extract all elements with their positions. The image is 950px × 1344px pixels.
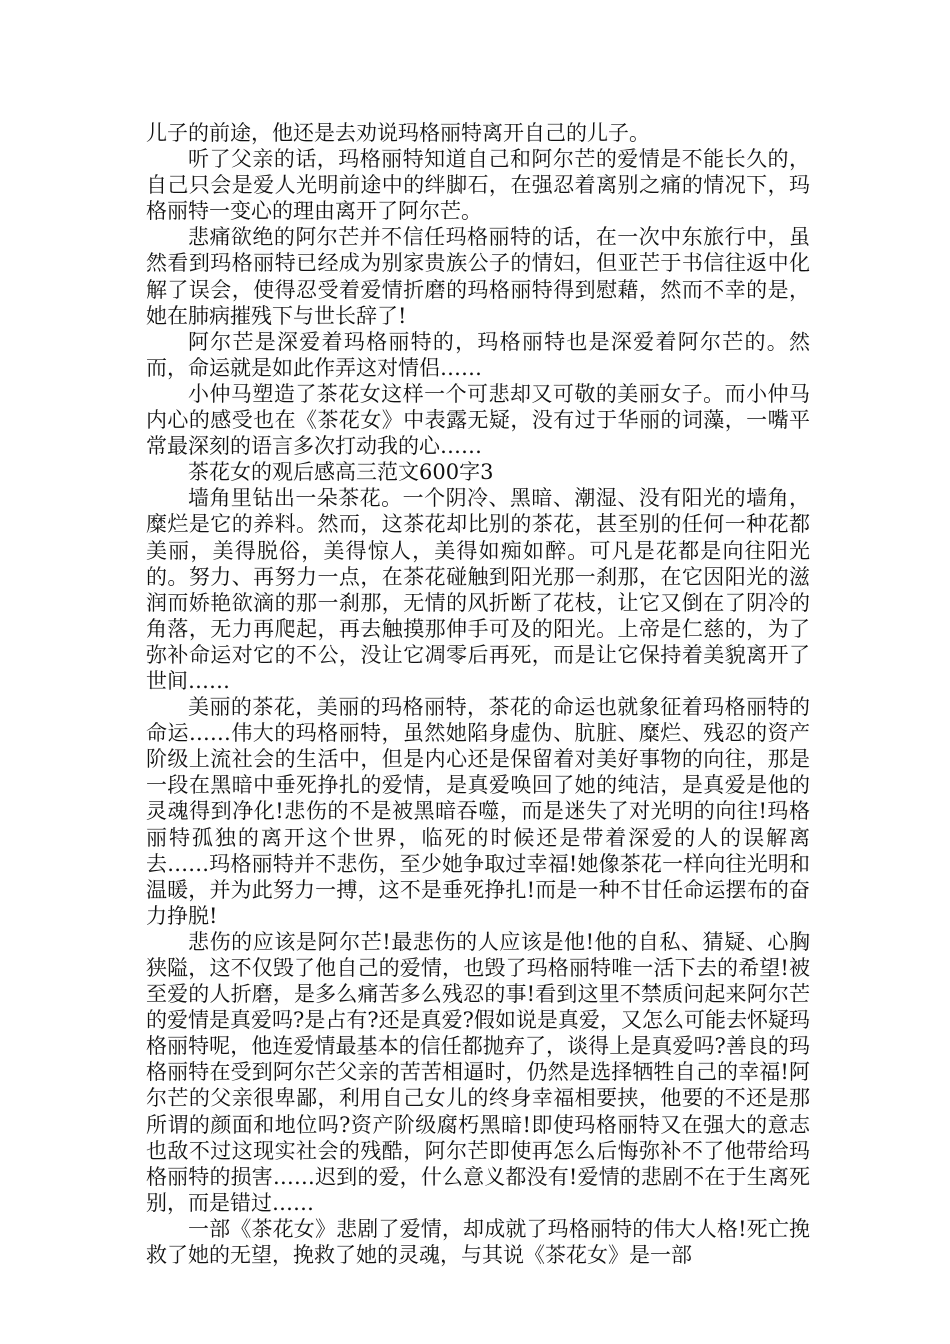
document-page <box>146 120 810 1268</box>
paragraph-9: 悲伤的应该是阿尔芒!最悲伤的人应该是他!他的自私、猜疑、心胸狭隘，这不仅毁了他自己的爱情，也毁了玛格丽特唯一活下去的希望!被至爱的人折磨，是多么痛苦多么残忍的事!看到这里不禁质问起来阿尔芒的爱情是真爱吗?是占有?还是真爱?假如说是真爱，又怎么可能去怀疑玛格丽特呢，他连爱情最基本的信任都抛弃了，谈得上是真爱吗?善良的玛格丽特在受到阿尔芒父亲的苦苦相逼时，仍然是选择牺牲自己的幸福!阿尔芒的父亲很卑鄙，利用自己女儿的终身幸福相要挟，他要的不还是那所谓的颜面和地位吗?资产阶级腐朽黑暗!即使玛格丽特又在强大的意志也敌不过这现实社会的残酷，阿尔芒即使再怎么后悔弥补不了他带给玛格丽特的损害……迟到的爱，什么意义都没有!爱情的悲剧不在于生离死别，而是错过…… <box>146 929 810 1215</box>
paragraph-8: 美丽的茶花，美丽的玛格丽特，茶花的命运也就象征着玛格丽特的命运……伟大的玛格丽特，虽然她陷身虚伪、肮脏、糜烂、残忍的资产阶级上流社会的生活中，但是内心还是保留着对美好事物的向往，那是一段在黑暗中垂死挣扎的爱情，是真爱唤回了她的纯洁，是真爱是他的灵魂得到净化!悲伤的不是被黑暗吞噬，而是迷失了对光明的向往!玛格丽特孤独的离开这个世界，临死的时候还是带着深爱的人的误解离去……玛格丽特并不悲伤，至少她争取过幸福!她像茶花一样向往光明和温暖，并为此努力一搏，这不是垂死挣扎!而是一种不甘任命运摆布的奋力挣脱! <box>146 695 810 928</box>
paragraph-7: 墙角里钻出一朵茶花。一个阴冷、黑暗、潮湿、没有阳光的墙角，糜烂是它的养料。然而，这茶花却比别的茶花，甚至别的任何一种花都美丽，美得脱俗，美得惊人，美得如痴如醉。可凡是花都是向往阳光的。努力、再努力一点，在茶花碰触到阳光那一刹那，在它因阳光的滋润而娇艳欲滴的那一刹那，无情的风折断了花枝，让它又倒在了阴冷的角落，无力再爬起，再去触摸那伸手可及的阳光。上帝是仁慈的，为了弥补命运对它的不公，没让它凋零后再死，而是让它保持着美貌离开了世间…… <box>146 486 810 693</box>
paragraph-3: 悲痛欲绝的阿尔芒并不信任玛格丽特的话，在一次中东旅行中，虽然看到玛格丽特已经成为别家贵族公子的情妇，但亚芒于书信往返中化解了误会，使得忍受着爱情折磨的玛格丽特得到慰藉，然而不幸的是，她在肺病摧残下与世长辞了! <box>146 225 810 328</box>
paragraph-1: 儿子的前途，他还是去劝说玛格丽特离开自己的儿子。 <box>146 121 650 145</box>
paragraph-2: 听了父亲的话，玛格丽特知道自己和阿尔芒的爱情是不能长久的，自己只会是爱人光明前途中的绊脚石，在强忍着离别之痛的情况下，玛格丽特一变心的理由离开了阿尔芒。 <box>146 147 810 224</box>
paragraph-5: 小仲马塑造了茶花女这样一个可悲却又可敬的美丽女子。而小仲马内心的感受也在《茶花女》中表露无疑，没有过于华丽的词藻，一嘴平常最深刻的语言多次打动我的心…… <box>146 381 810 459</box>
paragraph-10: 一部《茶花女》悲剧了爱情，却成就了玛格丽特的伟大人格!死亡挽救了她的无望，挽救了她的灵魂，与其说《茶花女》是一部 <box>146 1216 810 1268</box>
paragraph-4: 阿尔芒是深爱着玛格丽特的，玛格丽特也是深爱着阿尔芒的。然而，命运就是如此作弄这对情侣…… <box>146 329 810 380</box>
section-heading: 茶花女的观后感高三范文600字3 <box>188 460 494 485</box>
